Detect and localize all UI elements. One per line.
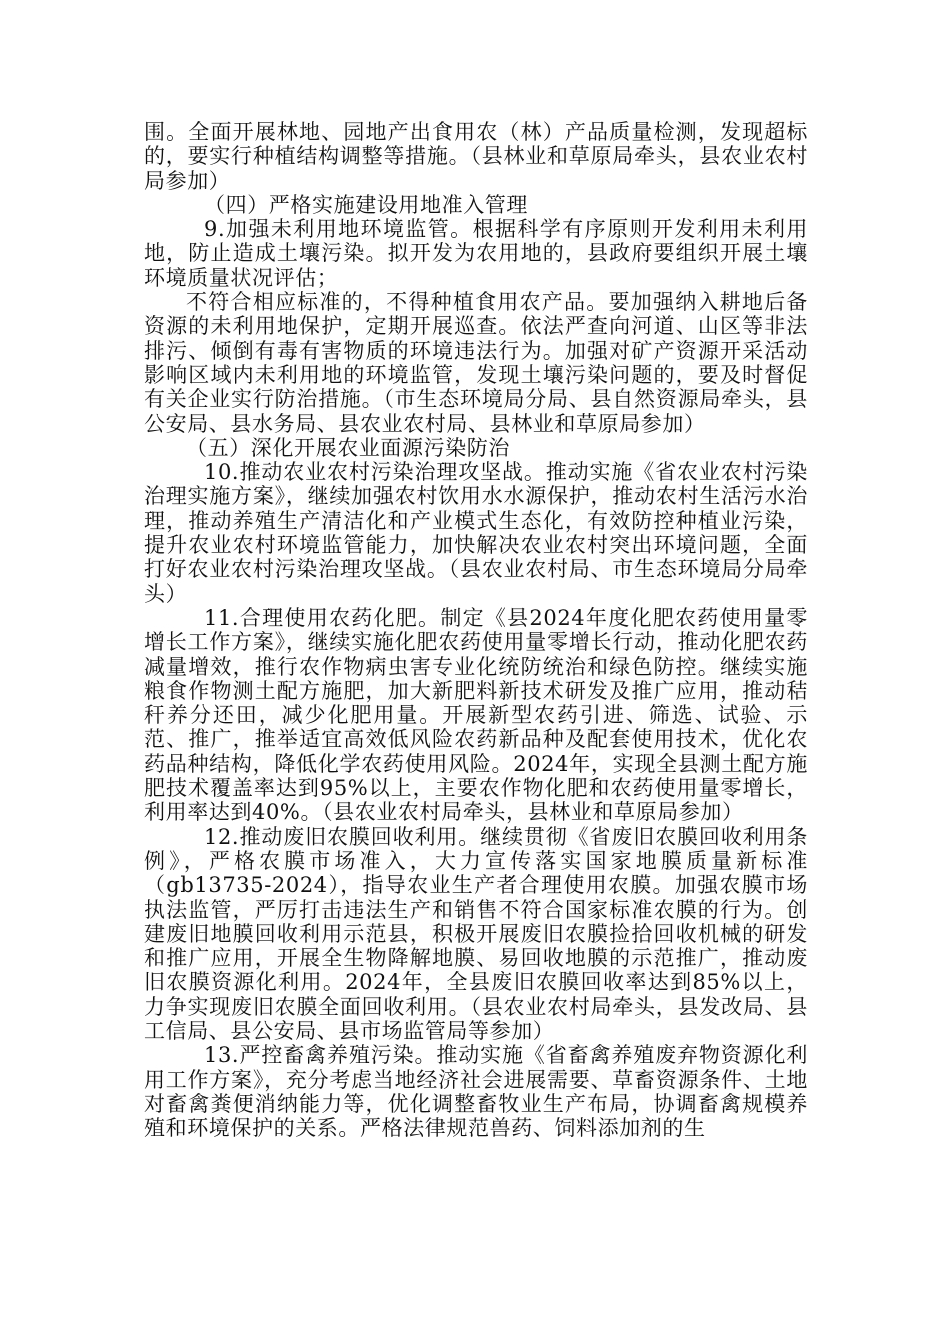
paragraph-item-11: 11.合理使用农药化肥。制定《县2024年度化肥农药使用量零增长工作方案》，继续实施化肥农药使用量零增长行动，推动化肥农药减量增效，推行农作物病虫害专业化统防统治和绿色防控。继续实施粮食作物测土配方施肥，加大新肥料新技术研发及推广应用，推动秸秆养分还田，减少化肥用量。开展新型农药引进、筛选、试验、示范、推广，推举适宜高效低风险农药新品种及配套使用技术，优化农药品种结构，降低化学农药使用风险。2024年，实现全县测土配方施肥技术覆盖率达到95%以上，主要农作物化肥和农药使用量零增长，利用率达到40%。（县农业农村局牵头，县林业和草原局参加） — [144, 605, 808, 825]
paragraph-item-12: 12.推动废旧农膜回收利用。继续贯彻《省废旧农膜回收利用条例》，严格农膜市场准入，大力宣传落实国家地膜质量新标准（gb13735-2024），指导农业生产者合理使用农膜。加强农膜市场执法监管，严厉打击违法生产和销售不符合国家标准农膜的行为。创建废旧地膜回收利用示范县，积极开展废旧农膜捡拾回收机械的研发和推广应用，开展全生物降解地膜、易回收地膜的示范推广，推动废旧农膜资源化利用。2024年，全县废旧农膜回收率达到85%以上，力争实现废旧农膜全面回收利用。（县农业农村局牵头，县发改局、县工信局、县公安局、县市场监管局等参加） — [144, 824, 808, 1043]
paragraph-item-10: 10.推动农业农村污染治理攻坚战。推动实施《省农业农村污染治理实施方案》，继续加强农村饮用水水源保护，推动农村生活污水治理，推动养殖生产清洁化和产业模式生态化，有效防控种植业污染，提升农业农村环境监管能力，加快解决农业农村突出环境问题，全面打好农业农村污染治理攻坚战。（县农业农村局、市生态环境局分局牵头） — [144, 460, 808, 606]
document-page — [144, 120, 808, 1140]
paragraph-item-9-continued: 不符合相应标准的，不得种植食用农产品。要加强纳入耕地后备资源的未利用地保护，定期开展巡查。依法严查向河道、山区等非法排污、倾倒有毒有害物质的环境违法行为。加强对矿产资源开采活动影响区域内未利用地的环境监管，发现土壤污染问题的，要及时督促有关企业实行防治措施。（市生态环境局分局、县自然资源局牵头，县公安局、县水务局、县农业农村局、县林业和草原局参加） — [144, 290, 808, 436]
paragraph-continuation: 围。全面开展林地、园地产出食用农（林）产品质量检测，发现超标的，要实行种植结构调整等措施。（县林业和草原局牵头，县农业农村局参加） — [144, 120, 808, 193]
paragraph-item-13: 13.严控畜禽养殖污染。推动实施《省畜禽养殖废弃物资源化利用工作方案》，充分考虑当地经济社会进展需要、草畜资源条件、土地对畜禽粪便消纳能力等，优化调整畜牧业生产布局，协调畜禽规模养殖和环境保护的关系。严格法律规范兽药、饲料添加剂的生 — [144, 1043, 808, 1141]
section-heading-4: （四）严格实施建设用地准入管理 — [204, 192, 528, 217]
section-heading-5: （五）深化开展农业面源污染防治 — [186, 435, 510, 460]
paragraph-item-9: 9.加强未利用地环境监管。根据科学有序原则开发利用未利用地，防止造成土壤污染。拟开发为农用地的，县政府要组织开展土壤环境质量状况评估； — [144, 217, 808, 290]
